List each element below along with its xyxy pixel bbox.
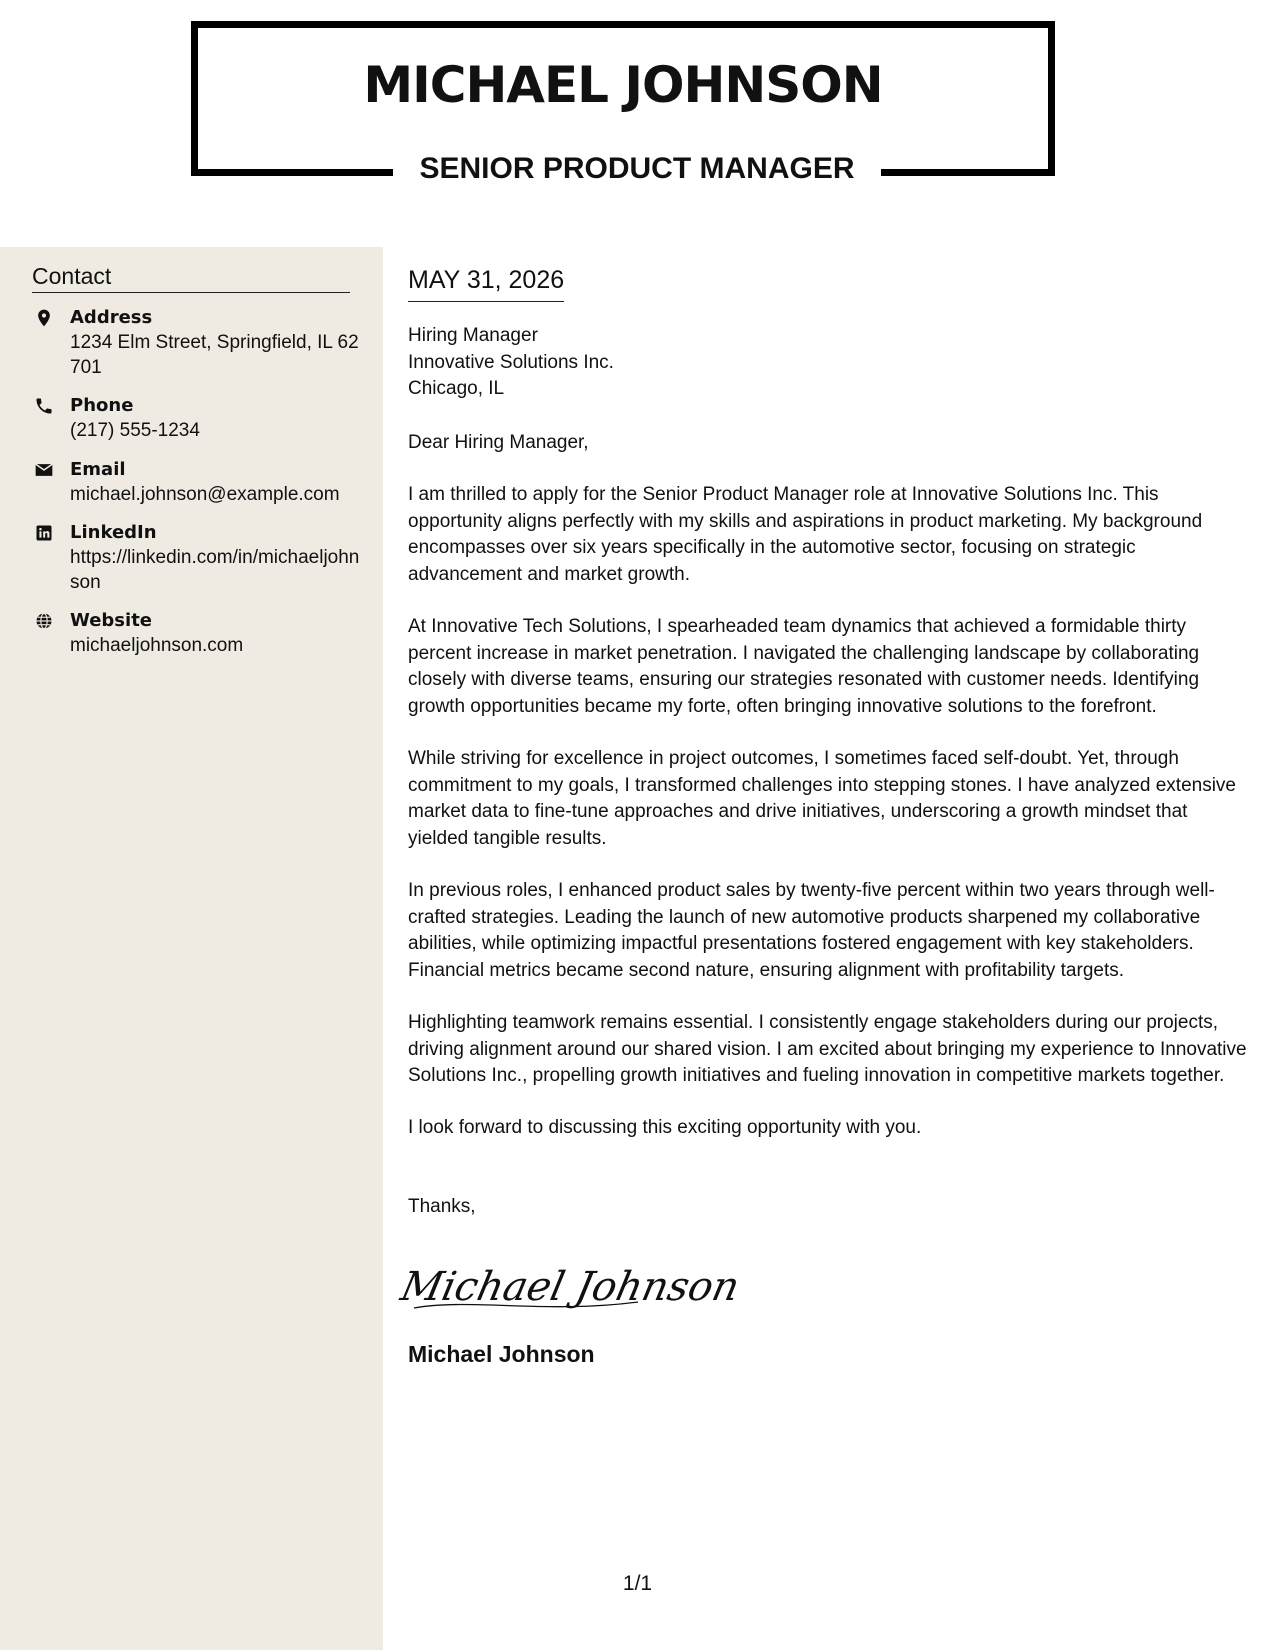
handwritten-signature — [396, 1248, 744, 1320]
header-frame-bottom-right — [881, 169, 1055, 176]
linkedin-icon — [32, 522, 56, 544]
body-paragraph — [408, 878, 1250, 984]
signer-name: Michael Johnson — [408, 1341, 595, 1367]
envelope-icon — [32, 459, 56, 481]
signature-text: Michael Johnson — [396, 1262, 744, 1310]
phone-icon — [32, 395, 56, 417]
body-paragraph — [408, 614, 1250, 720]
recipient-title: Hiring Manager — [408, 325, 538, 346]
body-paragraph — [408, 1010, 1250, 1090]
contact-label: Email — [70, 459, 126, 480]
globe-icon — [32, 610, 56, 632]
header-frame-bottom-left — [191, 169, 393, 176]
job-title: SENIOR PRODUCT MANAGER — [419, 152, 855, 185]
contact-heading: Contact — [32, 262, 350, 293]
paragraph-text: In previous roles, I enhanced product sales by twenty-five percent within two years through well-crafted strategies. Leading the launch of new automotive products sharpened my collaborative abilities, while optimizing impactful presentations fostered engagement with key stakeholders. Financial metrics became second nature, ensuring alignment with profitability targets. — [408, 880, 1215, 981]
contact-label: Phone — [70, 395, 134, 416]
contact-value: 1234 Elm Street, Springfield, IL 62701 — [70, 332, 359, 378]
recipient-company: Innovative Solutions Inc. — [408, 351, 614, 373]
applicant-name: MICHAEL JOHNSON — [363, 56, 883, 114]
map-pin-icon — [32, 307, 56, 329]
contact-value: michael.johnson@example.com — [70, 484, 340, 505]
contact-value: michaeljohnson.com — [70, 635, 244, 656]
page-number: 1/1 — [622, 1572, 653, 1595]
body-paragraph — [408, 746, 1250, 852]
contact-value: (217) 555-1234 — [70, 420, 200, 441]
contact-label: Website — [70, 610, 153, 631]
contact-sidebar — [0, 247, 383, 1650]
paragraph-text: I look forward to discussing this exciting opportunity with you. — [408, 1117, 922, 1138]
body-paragraph — [408, 1115, 1250, 1142]
paragraph-text: At Innovative Tech Solutions, I spearheaded team dynamics that achieved a formidable thirty percent increase in market penetration. I navigated the challenging landscape by collaborating closely with diverse teams, ensuring our strategies resonated with customer needs. Identifying growth opportunities became my forte, often bringing innovative solutions to the forefront. — [408, 616, 1200, 717]
contact-label: Address — [70, 307, 153, 328]
recipient-location: Chicago, IL — [408, 378, 505, 399]
paragraph-text: While striving for excellence in project outcomes, I sometimes faced self-doubt. Yet, through commitment to my goals, I transformed challenges into stepping stones. I have analyzed extensive market data to fine-tune approaches and drive initiatives, underscoring a growth mindset that yielded tangible results. — [408, 748, 1236, 849]
closing: Thanks, — [408, 1196, 476, 1217]
salutation: Dear Hiring Manager, — [408, 432, 589, 453]
contact-label: LinkedIn — [70, 522, 157, 543]
letter-date: MAY 31, 2026 — [408, 265, 564, 302]
recipient-block — [408, 323, 614, 403]
paragraph-text: Highlighting teamwork remains essential. I consistently engage stakeholders during our projects, driving alignment around our shared vision. I am excited about bringing my experience to Innovative Solutions Inc., propelling growth initiatives and fueling innovation in competitive markets together. — [408, 1012, 1247, 1086]
paragraph-text: I am thrilled to apply for the Senior Product Manager role at Innovative Solutions Inc. This opportunity aligns perfectly with my skills and aspirations in product marketing. My background encompasses over six years specifically in the automotive sector, focusing on strategic advancement and market growth. — [408, 484, 1203, 585]
contact-value: https://linkedin.com/in/michaeljohnson — [70, 547, 360, 593]
body-paragraph — [408, 482, 1250, 588]
